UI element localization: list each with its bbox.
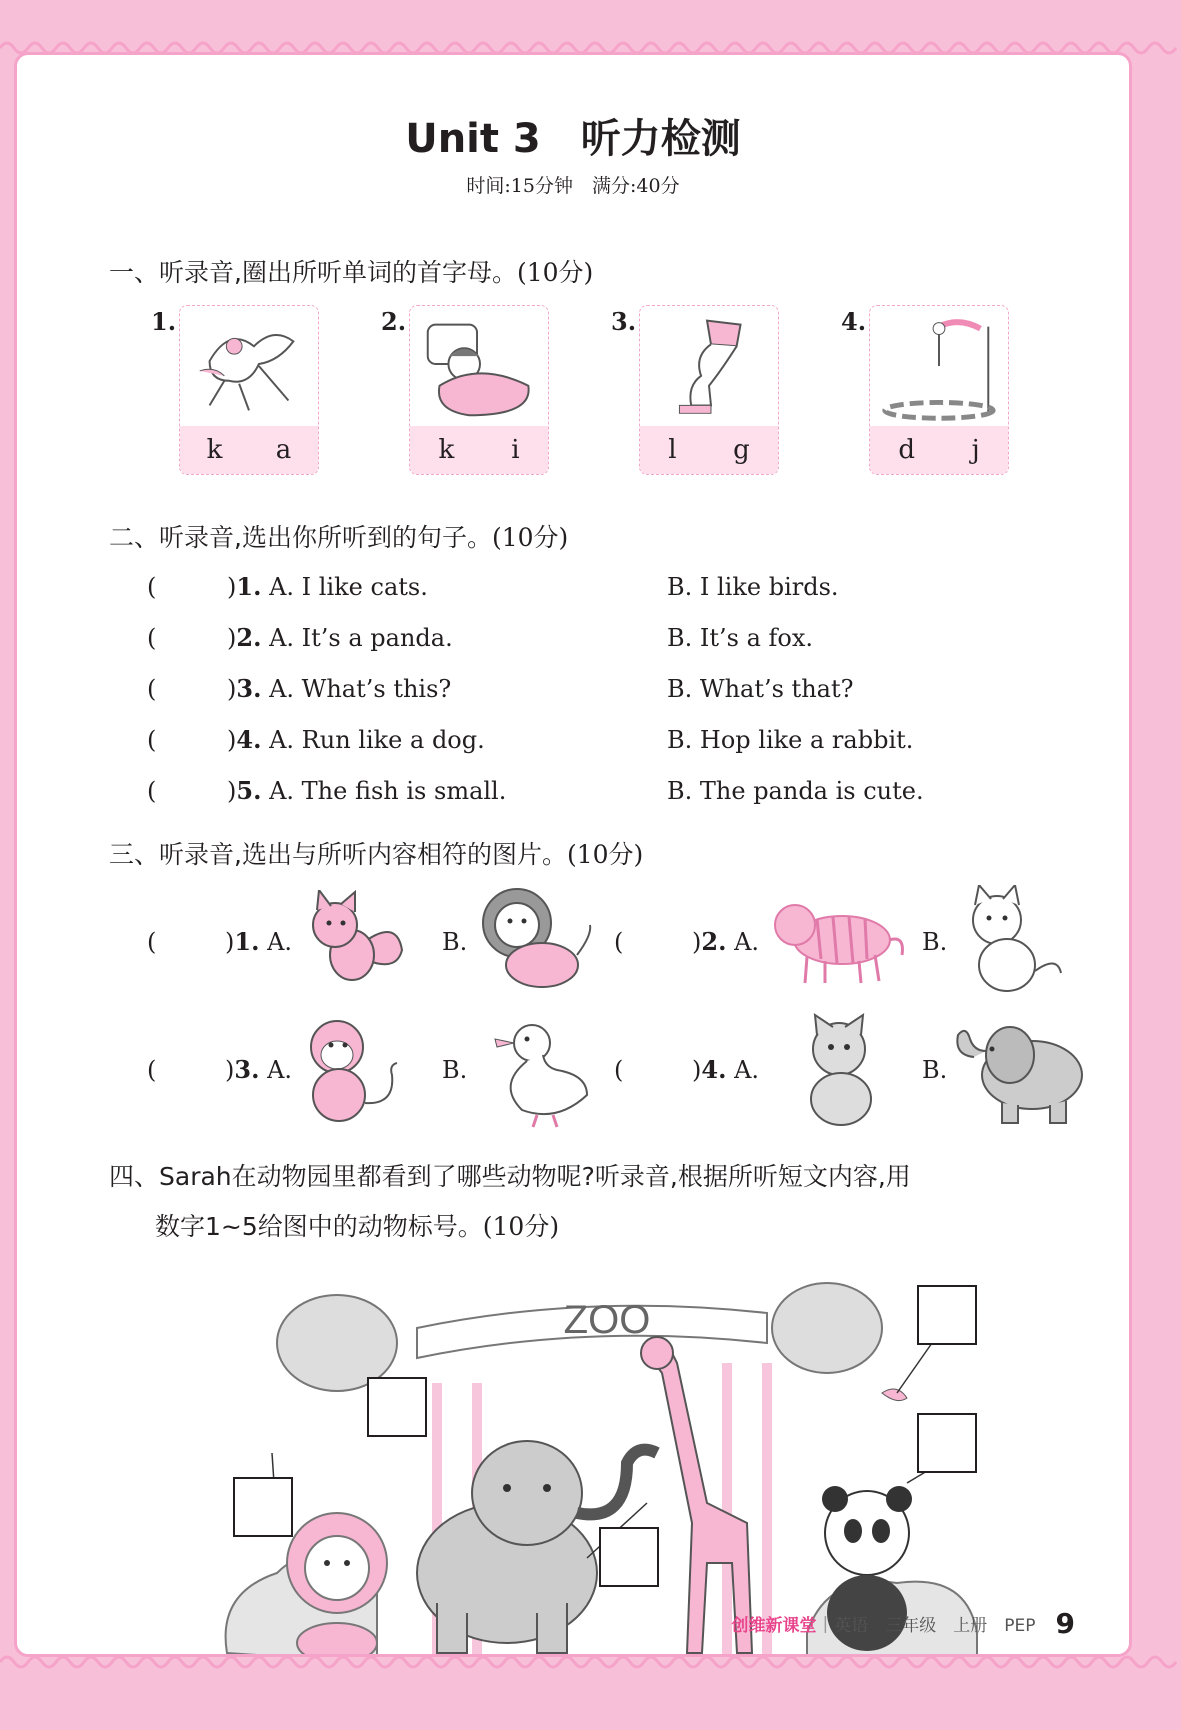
answer-blank[interactable]: ( [147, 726, 157, 754]
letter-option[interactable]: i [511, 435, 520, 465]
option-a: A. Run like a dog. [269, 726, 485, 754]
answer-box[interactable] [599, 1527, 659, 1587]
sleeping-child-icon [410, 306, 548, 426]
option-b: B. The panda is cute. [667, 777, 924, 805]
jump-rope-icon [870, 306, 1008, 426]
picture-question: ( )3. A. [147, 1053, 292, 1087]
letter-option[interactable]: l [668, 435, 677, 465]
worksheet-page [14, 52, 1132, 1657]
letter-option[interactable]: k [438, 435, 455, 465]
section1-heading: 一、听录音,圈出所听单词的首字母。(10分) [109, 258, 594, 287]
cat-icon[interactable] [797, 1013, 887, 1128]
sentence-row: ( )3. A. What’s this? [147, 672, 451, 706]
item-number: 1. [151, 307, 177, 336]
sentence-row: ( )2. A. It’s a panda. [147, 621, 453, 655]
option-b: B. What’s that? [667, 675, 854, 703]
letter-card[interactable] [869, 305, 1009, 475]
answer-box[interactable] [233, 1477, 293, 1537]
letter-card[interactable] [179, 305, 319, 475]
answer-blank[interactable]: ( [614, 928, 624, 956]
section4-heading-line2: 数字1~5给图中的动物标号。(10分) [155, 1212, 560, 1241]
book-info: 英语 三年级 上册 PEP [834, 1616, 1036, 1636]
letter-options [640, 426, 778, 474]
option-b: B. It’s a fox. [667, 624, 814, 652]
option-b-label: B. [922, 928, 948, 956]
letter-options [180, 426, 318, 474]
zoo-sign: ZOO [563, 1298, 651, 1342]
letter-option[interactable]: g [733, 435, 750, 465]
option-a: A. The fish is small. [269, 777, 507, 805]
option-b-label: B. [922, 1056, 948, 1084]
lion-icon[interactable] [472, 885, 602, 995]
option-a: A. What’s this? [269, 675, 452, 703]
page-title: Unit 3 听力检测 [405, 116, 741, 162]
letter-card[interactable] [639, 305, 779, 475]
letter-options [870, 426, 1008, 474]
zoo-scene-illustration [207, 1273, 1027, 1657]
sentence-row: ( )5. A. The fish is small. [147, 774, 506, 808]
section4-heading: 四、Sarah在动物园里都看到了哪些动物呢?听录音,根据所听短文内容,用 [109, 1162, 911, 1191]
answer-box[interactable] [917, 1285, 977, 1345]
picture-question: ( )1. A. [147, 925, 292, 959]
sentence-row: ( )4. A. Run like a dog. [147, 723, 485, 757]
item-number: 3. [611, 307, 637, 336]
answer-blank[interactable]: ( [147, 928, 157, 956]
answer-blank[interactable]: ( [147, 1056, 157, 1084]
fox-icon[interactable] [297, 890, 407, 990]
sentence-row: ( )1. A. I like cats. [147, 570, 428, 604]
answer-box[interactable] [367, 1377, 427, 1437]
letter-option[interactable]: j [971, 435, 980, 465]
tiger-icon[interactable] [767, 895, 907, 985]
answer-box[interactable] [917, 1413, 977, 1473]
letter-option[interactable]: k [206, 435, 223, 465]
section3-heading: 三、听录音,选出与所听内容相符的图片。(10分) [109, 840, 644, 869]
duck-icon[interactable] [487, 1015, 597, 1130]
letter-option[interactable]: a [275, 435, 292, 465]
answer-blank[interactable]: ( [147, 624, 157, 652]
letter-options [410, 426, 548, 474]
monkey-icon[interactable] [297, 1015, 407, 1125]
answer-blank[interactable]: ( [147, 573, 157, 601]
elephant-icon[interactable] [952, 1015, 1092, 1125]
picture-question: ( )4. A. [614, 1053, 759, 1087]
section2-heading: 二、听录音,选出你所听到的句子。(10分) [109, 523, 569, 552]
option-b-label: B. [442, 1056, 468, 1084]
letter-card[interactable] [409, 305, 549, 475]
letter-option[interactable]: d [898, 435, 915, 465]
dog-icon[interactable] [957, 885, 1067, 995]
bird-icon [180, 306, 318, 426]
option-b: B. Hop like a rabbit. [667, 726, 914, 754]
answer-blank[interactable]: ( [147, 777, 157, 805]
page-number: 9 [1055, 1607, 1075, 1640]
page-footer: 创维新课堂 | 英语 三年级 上册 PEP 9 [731, 1607, 1075, 1640]
answer-blank[interactable]: ( [147, 675, 157, 703]
option-b: B. I like birds. [667, 573, 839, 601]
item-number: 2. [381, 307, 407, 336]
item-number: 4. [841, 307, 867, 336]
option-b-label: B. [442, 928, 468, 956]
picture-question: ( )2. A. [614, 925, 759, 959]
leg-icon [640, 306, 778, 426]
answer-blank[interactable]: ( [614, 1056, 624, 1084]
option-a: A. It’s a panda. [269, 624, 453, 652]
option-a: A. I like cats. [269, 573, 428, 601]
page-subtitle: 时间:15分钟 满分:40分 [466, 175, 680, 197]
brand-name: 创维新课堂 [731, 1616, 817, 1636]
